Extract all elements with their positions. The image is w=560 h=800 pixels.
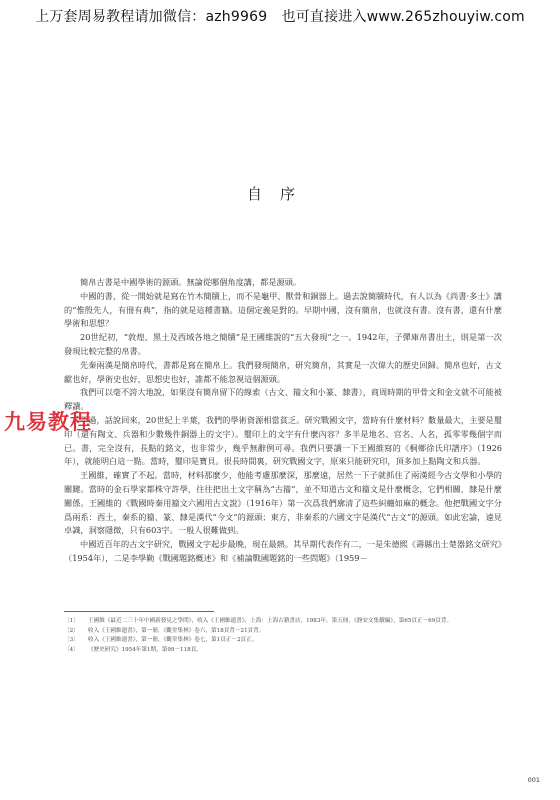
- footnote: [64, 636, 502, 646]
- footnote: [64, 617, 502, 627]
- paragraph: 不過，話說回來，20世紀上半葉，我們的學術資源相當貧乏。研究戰國文字，當時有什麼材料？數量最大，主要是璽印（還有陶文、兵器和少數幾件銅器上的文字）。璽印上的文字有什麼內容？多半是地名、官名、人名，孤零零幾個字而已。書，完全沒有，長點的銘文，也非常少，幾乎無辭例可尋。我們只要讀一下王國維寫的《桐鄉徐氏印譜序》（1926年），就能明白這一點。當時，璽印是寶貝。很長時間裏，研究戰國文字，原來只能研究印，頂多加上點陶文和兵器。: [64, 414, 502, 467]
- footnotes: [64, 617, 502, 655]
- footnote-text: 收入《王國維遺書》，第一冊，《觀堂集林》卷七，第1頁正－2頁正。: [88, 637, 258, 644]
- paragraph: 王國維，確實了不起。當時，材料那麼少，他能考慮那麼深，那麼遠，居然一下子就抓住了兩漢經今古文學和小學的關鍵。當時的金石學家都株守許學，往往把出土文字稱為“古籀”，並不知道古文和籀文是什麼概念，它們相關，隸是什麼關係。王國維的《戰國時秦用籀文六國用古文說》（1916年）第一次爲我們廓清了這些糾纏如麻的概念。他把戰國文字分爲兩系：西土，秦系的籀、篆、隸是漢代“今文”的源頭；東方，非秦系的六國文字是漢代“古文”的源頭。如此宏論，遠見卓識，洞察隱微，只有603字。一般人很難做到。: [64, 470, 502, 536]
- watermark-logo: 九易教程: [4, 410, 92, 434]
- footnote-number: 〔4〕: [64, 646, 79, 653]
- footnote-divider: [64, 611, 214, 612]
- paragraph: 先秦兩漢是簡帛時代，書都是寫在簡帛上。我們發現簡帛，研究簡帛，其實是一次偉大的歷史回歸。簡帛也好，古文獻也好，學術史也好，思想史也好，誰都不能忽視這個源頭。: [64, 359, 502, 384]
- page-title: 自序: [246, 185, 313, 203]
- paragraph: 我們可以毫不誇大地說，如果沒有簡帛留下的線索（古文、籀文和小篆、隸書），商周時期的甲骨文和金文就不可能被釋讀。: [64, 387, 502, 412]
- site-banner: 上万套周易教程请加微信：azh9969 也可直接进入www.265zhouyiw.com: [35, 9, 525, 25]
- main-text: [64, 276, 502, 566]
- footnote-text: 《歷史研究》1954年第1期，第99－118頁。: [88, 646, 202, 653]
- paragraph: 20世紀初，“敦煌、黑土及西域各地之簡牘”是王國維說的“五大發現”之一。1942年，子彈庫帛書出土，則是第一次發現比較完整的帛書。: [64, 332, 502, 356]
- footnote-number: 〔2〕: [64, 627, 79, 634]
- footnote-text: 收入《王國維遺書》，第一冊，《觀堂集林》卷六，第18頁背－21頁背。: [88, 627, 265, 634]
- footnote: [64, 627, 502, 637]
- footnote-text: 王國維《最近二三十年中國新發見之學問》，收入《王國維遺書》，上海：上海古籍書店，1983年，第五冊，《靜安文集續編》，第65頁正－69頁背。: [88, 618, 453, 624]
- paragraph: 中國的書，從一開始就是寫在竹木簡牘上，而不是龜甲、獸骨和銅器上。過去說簡牘時代，有人以為《尚書·多士》講的“惟殷先人，有冊有典”，指的就是這種書籍。這個定義是對的。早期中國，沒有簡帛，也就沒有書。沒有書，還有什麼學術和思想？: [64, 290, 502, 329]
- footnote-number: 〔3〕: [64, 637, 79, 644]
- page-number: 001: [527, 776, 540, 784]
- footnote-number: 〔1〕: [64, 618, 79, 624]
- paragraph: 中國近百年的古文字研究，戰國文字起步最晚，現在最熱。其早期代表作有二，一是朱德熙《壽縣出土楚器銘文研究》（1954年），二是李學勤《戰國題銘概述》和《補論戰國題銘的一些問題》（1959－: [64, 539, 502, 563]
- footnote: [64, 646, 502, 656]
- paragraph: 簡帛古書是中國學術的源頭。無論從哪個角度講，都是源頭。: [80, 277, 302, 287]
